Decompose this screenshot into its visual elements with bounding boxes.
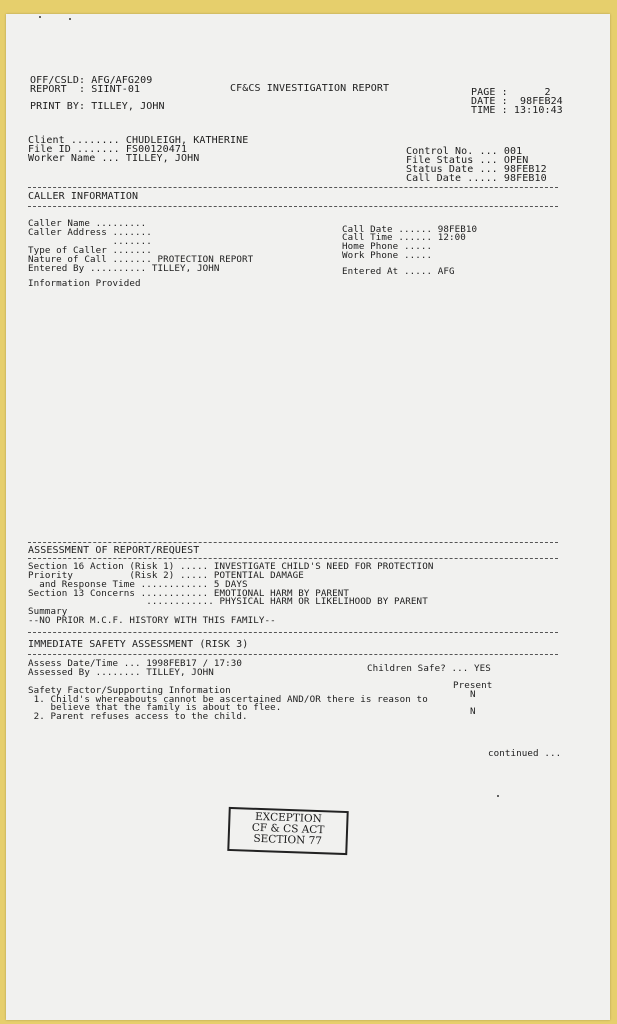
section-rule <box>28 654 558 655</box>
factor-2-present: N <box>470 706 476 717</box>
client-call-date: Call Date ..... 98FEB10 <box>406 173 547 184</box>
page-number: PAGE : 2 <box>471 87 551 98</box>
factor-1-present: N <box>470 689 476 700</box>
section13-concern-2: ............ PHYSICAL HARM OR LIKELIHOOD BY PARENT <box>28 596 428 607</box>
caller-name: Caller Name ......... <box>28 218 147 229</box>
factor-1-line-2: believe that the family is about to flee. <box>28 702 282 713</box>
assessment-section-title: ASSESSMENT OF REPORT/REQUEST <box>28 545 200 556</box>
print-date: DATE : 98FEB24 <box>471 96 563 107</box>
section16-action: Section 16 Action (Risk 1) ..... INVESTIGATE CHILD'S NEED FOR PROTECTION <box>28 561 434 572</box>
worker-name: Worker Name ... TILLEY, JOHN <box>28 153 200 164</box>
entered-by: Entered By .......... TILLEY, JOHN <box>28 263 220 274</box>
paper-speck <box>69 18 71 20</box>
summary-text: --NO PRIOR M.C.F. HISTORY WITH THIS FAMILY-- <box>28 615 276 626</box>
stamp-line-3: SECTION 77 <box>253 832 323 848</box>
print-by: PRINT BY: TILLEY, JOHN <box>30 101 165 112</box>
safety-section-title: IMMEDIATE SAFETY ASSESSMENT (RISK 3) <box>28 639 249 650</box>
continued-note: continued ... <box>488 748 562 759</box>
caller-address: Caller Address ....... <box>28 227 152 238</box>
section13-concern: Section 13 Concerns ............ EMOTIONAL HARM BY PARENT <box>28 588 349 599</box>
information-provided: Information Provided <box>28 278 141 289</box>
factor-2-line-1: 2. Parent refuses access to the child. <box>28 711 248 722</box>
paper-speck <box>497 795 499 797</box>
present-header: Present <box>453 680 493 691</box>
control-no: Control No. ... 001 <box>406 146 523 157</box>
paper-speck <box>39 16 41 18</box>
section-rule <box>28 206 558 207</box>
call-date: Call Date ...... 98FEB10 <box>342 224 478 235</box>
priority: Priority (Risk 2) ..... POTENTIAL DAMAGE <box>28 570 304 581</box>
safety-factor-header: Safety Factor/Supporting Information <box>28 685 231 696</box>
section-rule <box>28 632 558 633</box>
stamp-line-2: CF & CS ACT <box>251 821 325 837</box>
work-phone: Work Phone ..... <box>342 250 433 261</box>
report-code: REPORT : SIINT-01 <box>30 84 141 95</box>
stamp-line-1: EXCEPTION <box>254 810 322 826</box>
home-phone: Home Phone ..... <box>342 241 433 252</box>
caller-section-title: CALLER INFORMATION <box>28 191 139 202</box>
office-code: OFF/CSLD: AFG/AFG209 <box>30 75 153 86</box>
response-time: and Response Time ............ 5 DAYS <box>28 579 248 590</box>
file-id: File ID ....... FS00120471 <box>28 144 188 155</box>
caller-address-cont: ....... <box>28 236 152 247</box>
section-rule <box>28 187 558 188</box>
nature-of-call: Nature of Call ....... PROTECTION REPORT <box>28 254 254 265</box>
report-title: CF&CS INVESTIGATION REPORT <box>230 83 390 94</box>
entered-at: Entered At ..... AFG <box>342 266 455 277</box>
section-rule <box>28 542 558 543</box>
report-page <box>6 14 610 1020</box>
print-time: TIME : 13:10:43 <box>471 105 563 116</box>
assess-date: Assess Date/Time ... 1998FEB17 / 17:30 <box>28 658 242 669</box>
file-status: File Status ... OPEN <box>406 155 529 166</box>
call-time: Call Time ...... 12:00 <box>342 232 466 243</box>
type-of-caller: Type of Caller ....... <box>28 245 152 256</box>
client-name: Client ........ CHUDLEIGH, KATHERINE <box>28 135 249 146</box>
status-date: Status Date ... 98FEB12 <box>406 164 547 175</box>
exception-stamp <box>227 807 348 855</box>
assessed-by: Assessed By ........ TILLEY, JOHN <box>28 667 214 678</box>
factor-1-line-1: 1. Child's whereabouts cannot be ascertained AND/OR there is reason to <box>28 694 428 705</box>
children-safe: Children Safe? ... YES <box>367 663 491 674</box>
section-rule <box>28 558 558 559</box>
summary-label: Summary <box>28 606 68 617</box>
